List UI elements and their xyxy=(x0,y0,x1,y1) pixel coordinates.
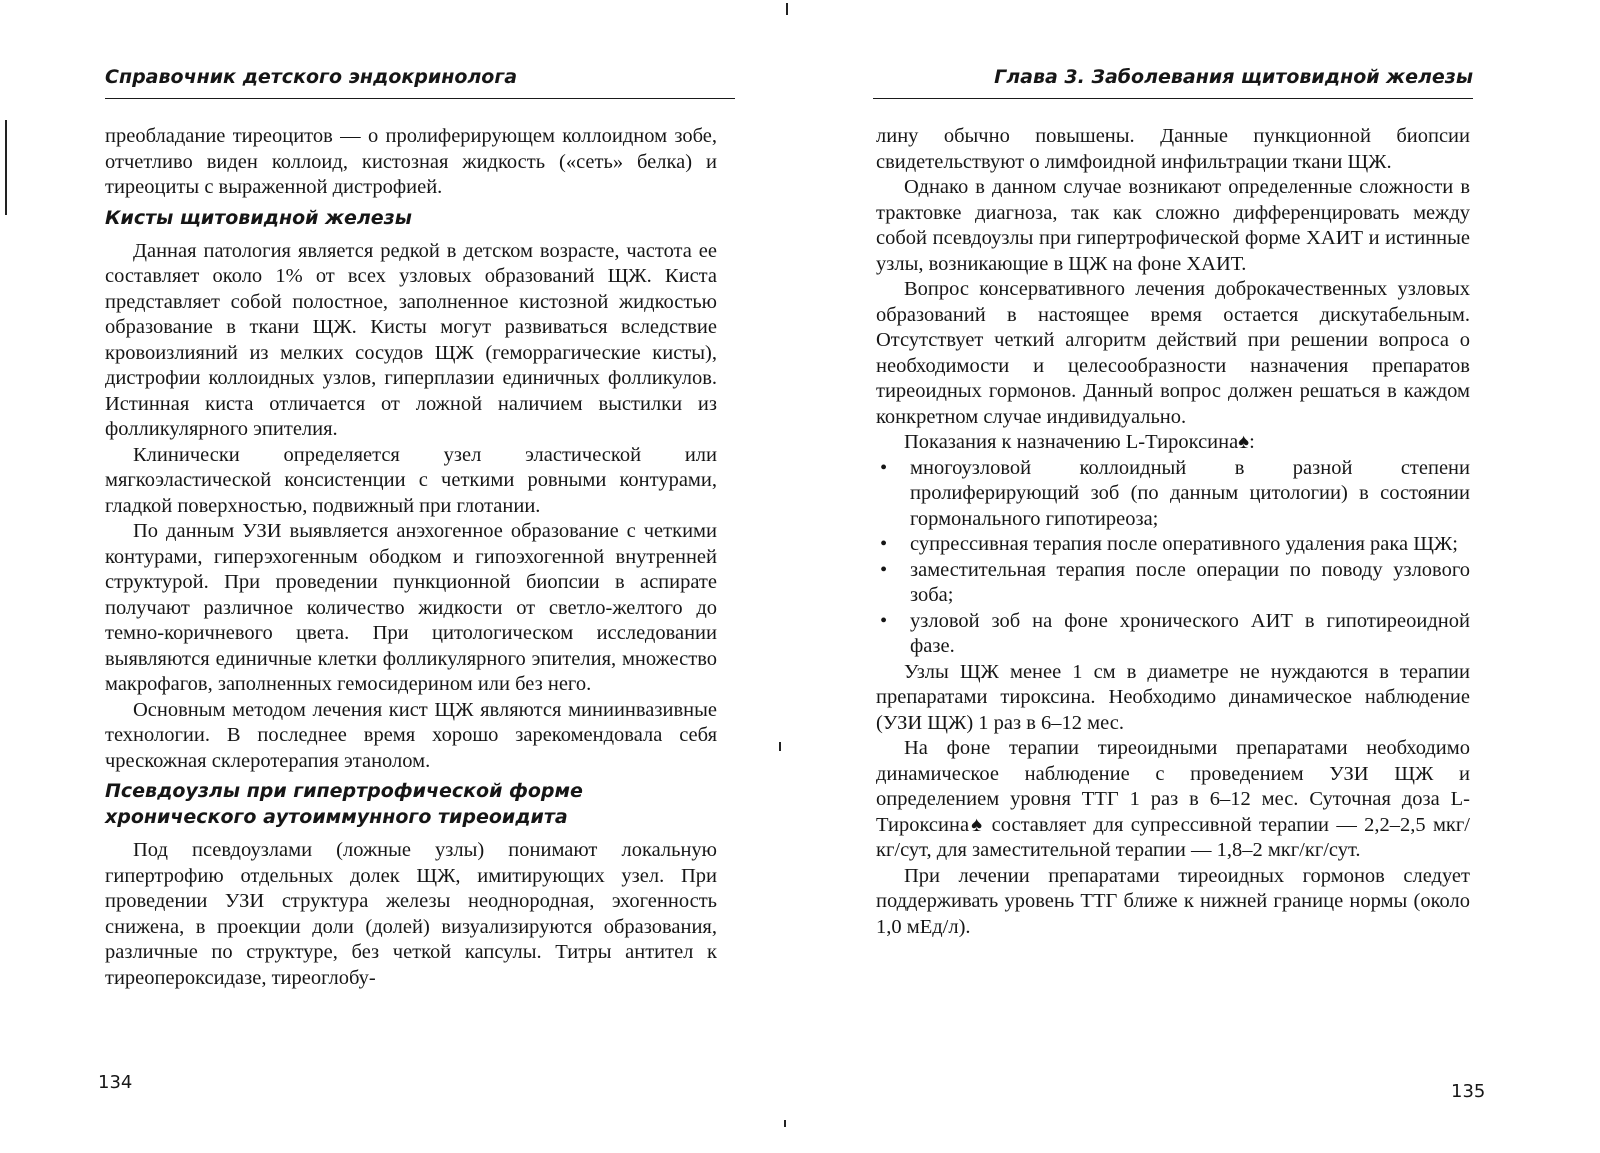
right-page-text xyxy=(876,124,1470,940)
right-running-head: Глава 3. Заболевания щитовидной железы xyxy=(873,62,1473,99)
paragraph: Вопрос консервативного лечения доброкачественных узловых образований в настоящее время остается дискутабельным. Отсутствует четкий алгоритм действий при решении вопроса о необходимости и целесообразности назначения препаратов тиреоидных гормонов. Данный вопрос должен решаться в каждом конкретном случае индивидуально. xyxy=(876,278,1470,428)
paragraph: При лечении препаратами тиреоидных гормонов следует поддерживать уровень ТТГ ближе к нижней границе нормы (около 1,0 мЕд/л). xyxy=(876,864,1470,938)
list-item-text: многоузловой коллоидный в разной степени пролиферирующий зоб (по данным цитологии) в состоянии гормонального гипотиреоза; xyxy=(910,456,1470,530)
list-item xyxy=(876,532,1470,558)
list-item-text: супрессивная терапия после оперативного удаления рака ЩЖ; xyxy=(910,533,1458,555)
paragraph: По данным УЗИ выявляется анэхогенное образование с четкими контурами, гиперэхогенным ободком и гипоэхогенной внутренней структурой. При проведении пункционной биопсии в аспирате получают различное количество жидкости от светло-желтого до темно-коричневого цвета. При цитологическом исследовании выявляются единичные клетки фолликулярного эпителия, множество макрофагов, заполненных гемосидерином или без него. xyxy=(105,520,717,695)
scan-edge-mark xyxy=(5,120,7,215)
indications-list xyxy=(876,456,1470,660)
paragraph: преобладание тиреоцитов — о пролиферирующем коллоидном зобе, отчетливо виден коллоид, кистозная жидкость («сеть» белка) и тиреоциты с выраженной дистрофией. xyxy=(105,125,717,198)
page-number: 135 xyxy=(1451,1081,1486,1102)
list-item-text: заместительная терапия после операции по поводу узлового зоба; xyxy=(910,558,1470,606)
list-item xyxy=(876,456,1470,533)
bullet-marker: • xyxy=(880,558,888,581)
paragraph: Основным методом лечения кист ЩЖ являются миниинвазивные технологии. В последнее время хорошо зарекомендовала себя чрескожная склеротерапия этанолом. xyxy=(105,698,717,772)
bullet-marker: • xyxy=(880,533,888,555)
paragraph: На фоне терапии тиреоидными препаратами необходимо динамическое наблюдение с проведением УЗИ ЩЖ и определением уровня ТТГ 1 раз в 6–12 мес. Суточная доза L-Тироксина♠ составляет для супрессивной терапии — 2,2–2,5 мкг/кг/сут, для заместительной терапии — 1,8–2 мкг/кг/сут. xyxy=(876,737,1470,861)
paragraph: Под псевдоузлами (ложные узлы) понимают локальную гипертрофию отдельных долек ЩЖ, имитирующих узел. При проведении УЗИ структура железы неоднородная, эхогенность снижена, в проекции доли (долей) визуализируются образования, различные по структуре, без четкой капсулы. Титры антител к тиреопероксидазе, тиреоглобу- xyxy=(105,839,717,989)
scan-edge-mark xyxy=(784,1120,786,1127)
page-number: 134 xyxy=(98,1072,133,1093)
paragraph: Клинически определяется узел эластической или мягкоэластической консистенции с четкими ровными контурами, гладкой поверхностью, подвижный при глотании. xyxy=(105,443,717,517)
scan-edge-mark xyxy=(786,3,788,15)
list-item xyxy=(876,558,1470,609)
right-page xyxy=(800,0,1600,1153)
bullet-marker: • xyxy=(880,609,888,632)
left-page-text xyxy=(105,124,717,991)
paragraph: Показания к назначению L-Тироксина♠: xyxy=(904,431,1255,453)
paragraph: лину обычно повышены. Данные пункционной биопсии свидетельствуют о лимфоидной инфильтрации ткани ЩЖ. xyxy=(876,125,1470,173)
left-running-head: Справочник детского эндокринолога xyxy=(105,62,735,99)
paragraph: Однако в данном случае возникают определенные сложности в трактовке диагноза, так как сложно дифференцировать между собой псевдоузлы при гипертрофической форме ХАИТ и истинные узлы, возникающие в ЩЖ на фоне ХАИТ. xyxy=(876,176,1470,275)
list-item-text: узловой зоб на фоне хронического АИТ в гипотиреоидной фазе. xyxy=(910,609,1470,657)
section-heading-cysts: Кисты щитовидной железы xyxy=(105,206,412,229)
paragraph: Данная патология является редкой в детском возрасте, частота ее составляет около 1% от всех узловых образований ЩЖ. Киста представляет собой полостное, заполненное кистозной жидкостью образование в ткани ЩЖ. Кисты могут развиваться вследствие кровоизлияний из мелких сосудов ЩЖ (геморрагические кисты), дистрофии коллоидных узлов, гиперплазии единичных фолликулов. Истинная киста отличается от ложной наличием выстилки из фолликулярного эпителия. xyxy=(105,239,717,440)
list-item xyxy=(876,609,1470,660)
bullet-marker: • xyxy=(880,456,888,479)
paragraph: Узлы ЩЖ менее 1 см в диаметре не нуждаются в терапии препаратами тироксина. Необходимо динамическое наблюдение (УЗИ ЩЖ) 1 раз в 6–12 мес. xyxy=(876,660,1470,734)
scan-edge-mark xyxy=(779,742,781,751)
section-heading-pseudonodes: Псевдоузлы при гипертрофической форме хронического аутоиммунного тиреоидита xyxy=(105,780,583,828)
